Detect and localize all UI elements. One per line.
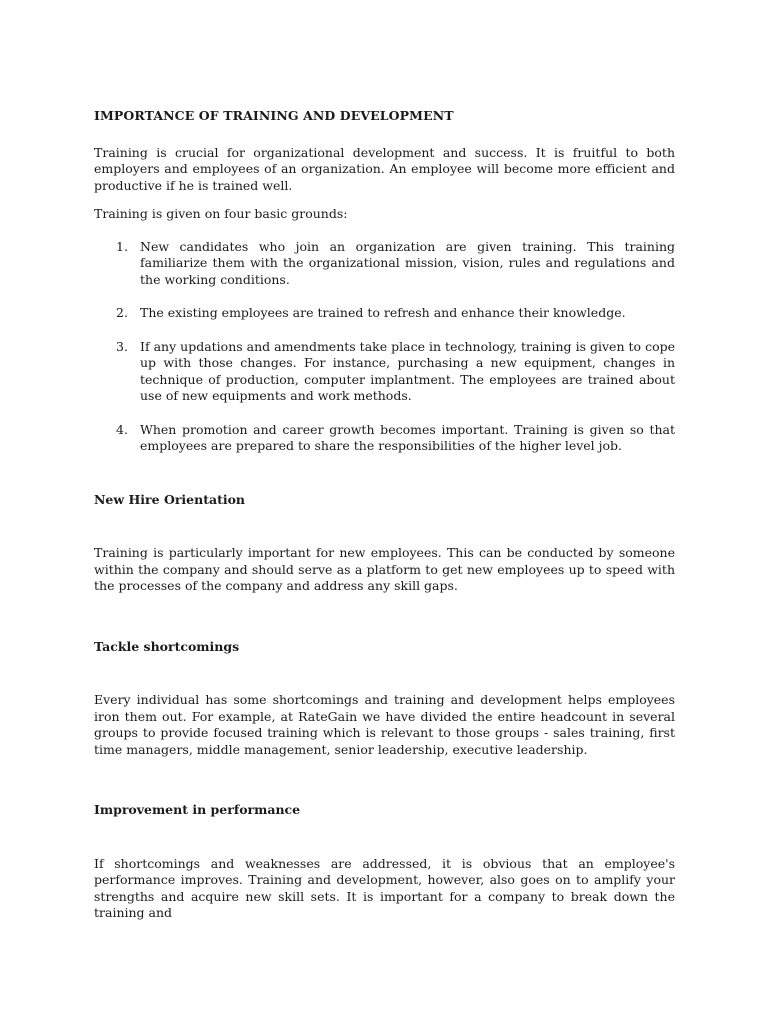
list-item-number: 4.	[116, 421, 128, 437]
section-body-new-hire-orientation: Training is particularly important for new employees. This can be conducted by someone within the company and should serve as a platform to get new employees up to speed with the processes of the company and address any skill gaps.	[94, 545, 675, 593]
list-item-text: New candidates who join an organization are given training. This training familiarize them with the organizational mission, vision, rules and regulations and the working conditions.	[140, 238, 675, 287]
list-item	[94, 339, 675, 405]
list-item-text: If any updations and amendments take place in technology, training is given to cope up with those changes. For instance, purchasing a new equipment, changes in technique of production, computer implantment. The employees are trained about use of new equipments and work methods.	[140, 338, 675, 403]
list-item-text: The existing employees are trained to refresh and enhance their knowledge.	[140, 305, 626, 320]
section-heading-improvement-in-performance: Improvement in performance	[94, 802, 301, 817]
grounds-lead-paragraph: Training is given on four basic grounds:	[94, 206, 348, 221]
list-item	[94, 239, 675, 289]
document-title: IMPORTANCE OF TRAINING AND DEVELOPMENT	[94, 108, 454, 123]
list-item-number: 1.	[116, 238, 128, 254]
document-page	[94, 108, 675, 922]
section-body-tackle-shortcomings: Every individual has some shortcomings and training and development helps employees iron them out. For example, at RateGain we have divided the entire headcount in several groups to provide focused training which is relevant to those groups - sales training, first time managers, middle management, senior leadership, executive leadership.	[94, 692, 675, 757]
list-item-text: When promotion and career growth becomes important. Training is given so that employees are prepared to share the responsibilities of the higher level job.	[140, 421, 675, 453]
intro-paragraph: Training is crucial for organizational development and success. It is fruitful to both employers and employees of an organization. An employee will become more efficient and productive if he is trained well.	[94, 144, 675, 193]
section-heading-tackle-shortcomings: Tackle shortcomings	[94, 638, 240, 654]
list-item-number: 2.	[116, 305, 128, 320]
list-item-number: 3.	[116, 338, 128, 354]
section-body-improvement-in-performance: If shortcomings and weaknesses are addressed, it is obvious that an employee's performance improves. Training and development, however, also goes on to amplify your strengths and acquire new skill sets. It is important for a company to break down the training and	[94, 855, 675, 920]
list-item	[94, 422, 675, 455]
list-item	[94, 305, 675, 322]
grounds-list	[94, 239, 675, 455]
section-heading-new-hire-orientation: New Hire Orientation	[94, 491, 246, 507]
